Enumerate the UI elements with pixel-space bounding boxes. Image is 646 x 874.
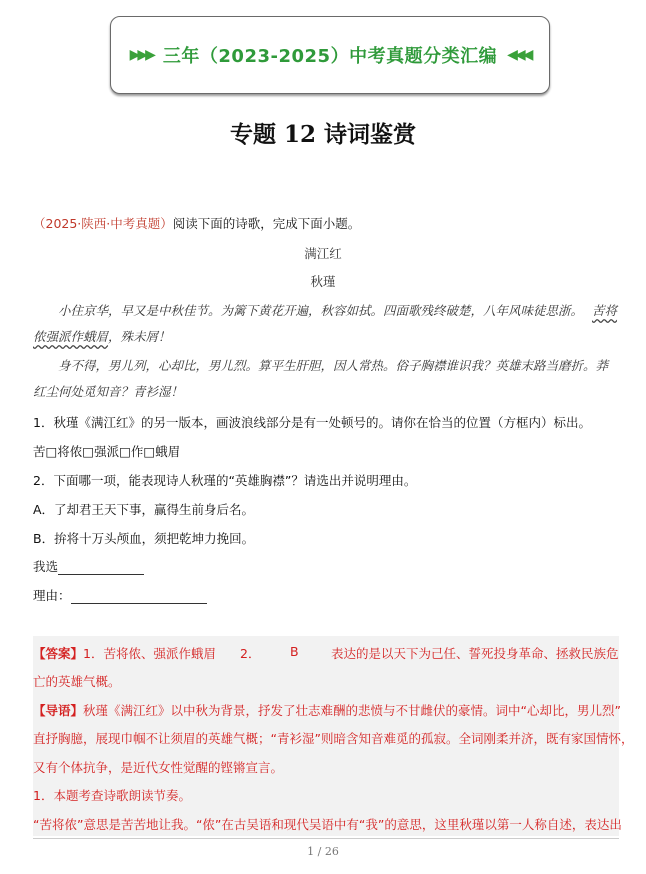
poem-line-1: 小住京华，早又是中秋佳节。为篱下黄花开遍，秋容如拭。四面歌残终破楚，八年风味徒思浙。 <box>58 303 584 318</box>
guide-line-3: 又有个体抗争，是近代女性觉醒的铿锵宣言。 <box>33 760 284 775</box>
question-1-hint: 苦□将侬□强派□作□蛾眉 <box>33 444 181 459</box>
right-arrows-icon: ▶▶▶ <box>129 47 153 63</box>
point-1: 1．本题考查诗歌朗读节奏。 <box>33 788 191 803</box>
poem-title: 满江红 <box>304 246 342 261</box>
answer-line-1: 【答案】1．苦将侬、强派作蛾眉 <box>33 646 216 661</box>
reason-line: 理由： <box>33 586 207 604</box>
option-b: B．拚将十万头颅血，须把乾坤力挽回。 <box>33 531 255 546</box>
guide-line-2: 直抒胸臆，展现巾帼不让须眉的英雄气概；“青衫湿”则暗含知音难觅的孤寂。全词刚柔并济，既有家国情怀， <box>33 731 634 746</box>
poem-author: 秋瑾 <box>310 274 336 289</box>
poem-line-3: 身不得，男儿列，心却比，男儿烈。算平生肝胆，因人常热。俗子胸襟谁识我？英雄末路当磨折。莽 <box>58 358 609 373</box>
poem-line-2: 侬强派作蛾眉，殊未屑！ <box>33 329 171 344</box>
answer-tag: 【答案】 <box>33 646 84 661</box>
guide-line-1: 【导语】秋瑾《满江红》以中秋为背景，抒发了壮志难酬的悲愤与不甘雌伏的豪情。词中“心却比，男儿烈” <box>33 703 621 718</box>
header-banner <box>110 16 550 94</box>
poem-line-4: 红尘何处觅知音？青衫湿！ <box>33 384 184 399</box>
choose-line: 我选 <box>33 557 144 575</box>
question-2: 2．下面哪一项，能表现诗人秋瑾的“英雄胸襟”？请选出并说明理由。 <box>33 473 417 488</box>
reason-blank[interactable] <box>71 590 207 604</box>
question-instruction: 阅读下面的诗歌，完成下面小题。 <box>172 216 361 231</box>
wavy-underlined-phrase: 侬强派作蛾眉 <box>33 329 109 344</box>
answer-line-2: 亡的英雄气概。 <box>33 674 121 689</box>
point-1-detail: “苦将侬”意思是苦苦地让我。“侬”在古吴语和现代吴语中有“我”的意思，这里秋瑾以第一人称自述，表达出 <box>33 817 622 832</box>
page-number: 1 / 26 <box>307 845 339 858</box>
answer-q2-num: 2． <box>240 646 261 661</box>
choose-blank[interactable] <box>58 561 144 575</box>
page-title: 专题 12 诗词鉴赏 <box>229 121 417 148</box>
banner-title: 三年（2023-2025）中考真题分类汇编 <box>162 46 498 67</box>
guide-tag: 【导语】 <box>33 703 84 718</box>
poem-line-1-tail: 苦将 <box>592 303 618 318</box>
footer-divider <box>33 838 619 839</box>
option-a: A．了却君王天下事，赢得生前身后名。 <box>33 502 255 517</box>
question-intro <box>33 214 360 232</box>
question-1: 1．秋瑾《满江红》的另一版本，画波浪线部分是有一处顿号的。请你在恰当的位置（方框内）标出。 <box>33 415 591 430</box>
question-source: （2025·陕西·中考真题） <box>33 216 173 231</box>
left-arrows-icon: ◀◀◀ <box>507 47 531 63</box>
answer-line-1-tail: 表达的是以天下为己任、誓死投身革命、拯救民族危 <box>331 646 619 661</box>
answer-q2-choice: B <box>290 644 299 659</box>
